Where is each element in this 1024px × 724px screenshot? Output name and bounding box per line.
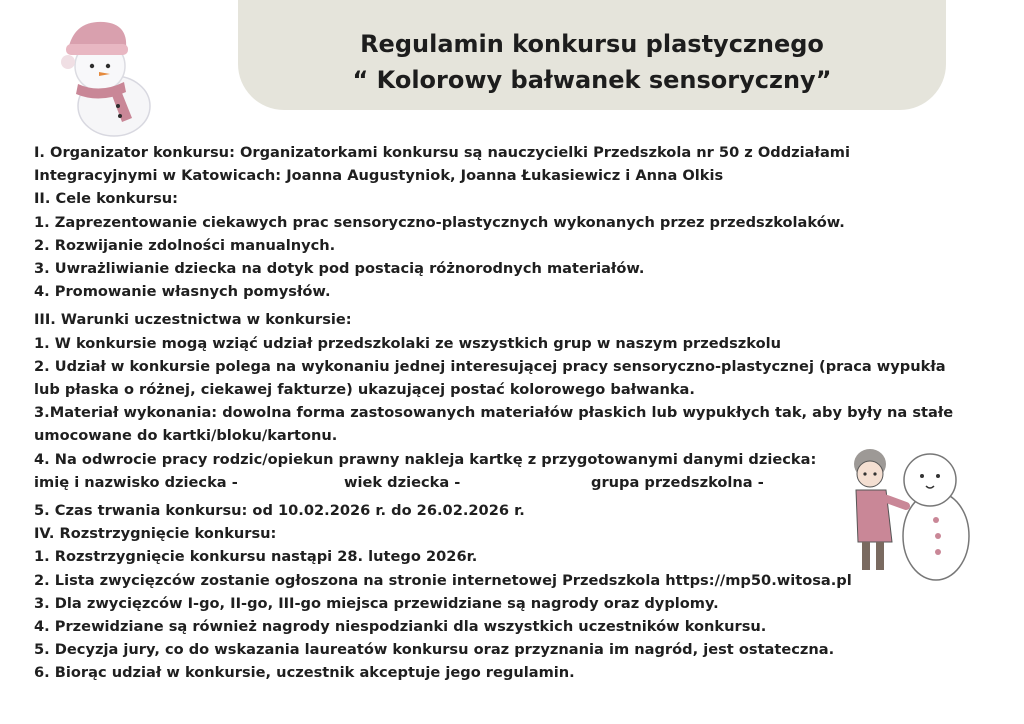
field-child-name: imię i nazwisko dziecka -: [34, 473, 238, 491]
title-line-2: “ Kolorowy bałwanek sensoryczny”: [352, 66, 832, 94]
result-item: 6. Biorąc udział w konkursie, uczestnik akceptuje jego regulamin.: [34, 664, 575, 682]
section-heading-results: IV. Rozstrzygnięcie konkursu:: [34, 525, 277, 543]
title-line-1: Regulamin konkursu plastycznego: [360, 30, 824, 58]
result-item: 1. Rozstrzygnięcie konkursu nastąpi 28. lutego 2026r.: [34, 548, 478, 566]
goal-item: 3. Uwrażliwianie dziecka na dotyk pod postacią różnorodnych materiałów.: [34, 260, 645, 278]
goal-item: 4. Promowanie własnych pomysłów.: [34, 283, 331, 301]
result-item: 3. Dla zwycięzców I-go, II-go, III-go miejsca przewidziane są nagrody oraz dyplomy.: [34, 594, 719, 612]
field-child-group: grupa przedszkolna -: [591, 473, 764, 491]
goal-item: 1. Zaprezentowanie ciekawych prac sensoryczno-plastycznych wykonanych przez przedszkolaków.: [34, 213, 845, 231]
result-item: 2. Lista zwycięzców zostanie ogłoszona na stronie internetowej Przedszkola https://mp50.witosa.pl: [34, 571, 852, 589]
page-title: [238, 26, 946, 98]
condition-line: 1. W konkursie mogą wziąć udział przedszkolaki ze wszystkich grup w naszym przedszkolu: [34, 334, 782, 352]
section-heading-conditions: III. Warunki uczestnictwa w konkursie:: [34, 311, 352, 329]
section-heading-goals: II. Cele konkursu:: [34, 190, 179, 208]
child-data-fields: [34, 471, 994, 494]
field-child-age: wiek dziecka -: [344, 473, 461, 491]
regulations-text: [34, 141, 994, 685]
snowman-with-pink-hat-icon: [52, 10, 164, 138]
duration-line: 5. Czas trwania konkursu: od 10.02.2026 r. do 26.02.2026 r.: [34, 502, 525, 520]
result-item: 5. Decyzja jury, co do wskazania laureatów konkursu oraz przyznania im nagród, jest ostateczna.: [34, 641, 835, 659]
condition-line: umocowane do kartki/bloku/kartonu.: [34, 427, 338, 445]
goal-item: 2. Rozwijanie zdolności manualnych.: [34, 236, 336, 254]
condition-line: 3.Materiał wykonania: dowolna forma zastosowanych materiałów płaskich lub wypukłych tak, aby były na stałe: [34, 404, 954, 422]
organizer-line: I. Organizator konkursu: Organizatorkami konkursu są nauczycielki Przedszkola nr 50 z Oddziałami: [34, 144, 851, 161]
condition-line: 4. Na odwrocie pracy rodzic/opiekun prawny nakleja kartkę z przygotowanymi danymi dziecka:: [34, 450, 817, 468]
organizer-line: Integracyjnymi w Katowicach: Joanna Augustyniok, Joanna Łukasiewicz i Anna Olkis: [34, 167, 724, 185]
condition-line: lub płaska o różnej, ciekawej fakturze) ukazującej postać kolorowego bałwanka.: [34, 381, 695, 399]
result-item: 4. Przewidziane są również nagrody niespodzianki dla wszystkich uczestników konkursu.: [34, 618, 767, 636]
condition-line: 2. Udział w konkursie polega na wykonaniu jednej interesującej pracy sensoryczno-plastycznej (praca wypukła: [34, 357, 946, 375]
